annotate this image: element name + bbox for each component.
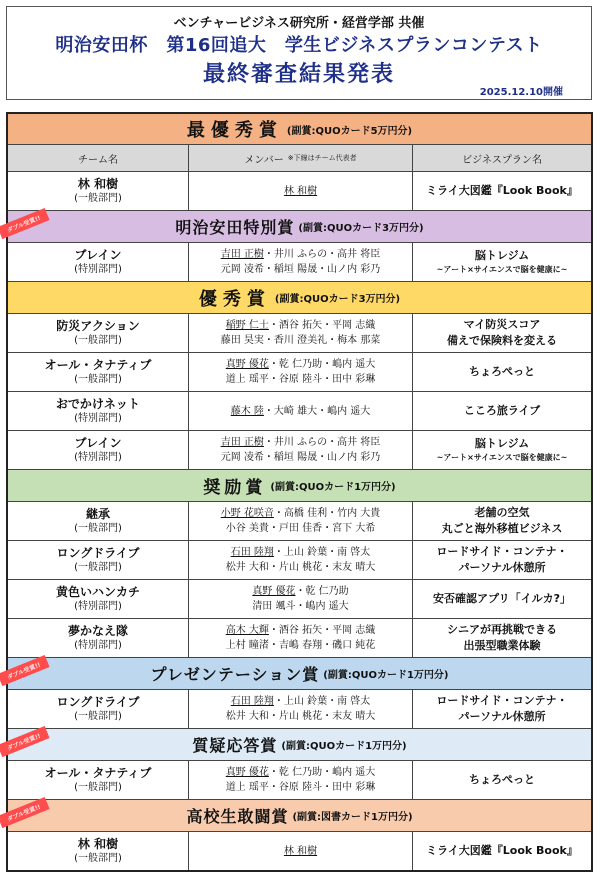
team-representative: 石田 陸翔 bbox=[230, 547, 274, 558]
table-row bbox=[8, 619, 591, 658]
table-row bbox=[8, 580, 591, 619]
team-representative: 林 和樹 bbox=[283, 845, 318, 857]
members-cell bbox=[189, 431, 413, 469]
team-representative: 石田 陸翔 bbox=[230, 696, 274, 707]
plan-subtitle: ~アート×サイエンスで脳を健康に~ bbox=[436, 265, 568, 274]
team-name: 継承 bbox=[85, 507, 110, 521]
plan-cell bbox=[413, 580, 591, 618]
plan-subtitle: パーソナル休憩所 bbox=[458, 561, 546, 574]
table-row bbox=[8, 314, 591, 353]
team-name: 防災アクション bbox=[56, 319, 140, 333]
plan-cell bbox=[413, 353, 591, 391]
team-division: (一般部門) bbox=[74, 193, 122, 204]
members-cell bbox=[189, 353, 413, 391]
award-name: 奨励賞 bbox=[203, 478, 267, 498]
plan-subtitle: 出張型職業体験 bbox=[463, 639, 541, 652]
plan-name: ミライ大図鑑『Look Book』 bbox=[426, 184, 578, 197]
members-line bbox=[226, 765, 376, 780]
double-award-ribbon: ダブル受賞!! bbox=[0, 726, 50, 757]
team-name: オール・タナティブ bbox=[44, 766, 152, 780]
award-prize: (副賞:図書カード1万円分) bbox=[292, 812, 413, 823]
plan-cell bbox=[413, 314, 591, 352]
award-heading bbox=[8, 282, 591, 314]
team-cell bbox=[8, 832, 189, 870]
members-line-2: 元岡 凌希・稲垣 陽晟・山ノ内 彩乃 bbox=[220, 264, 381, 275]
award-name: 高校生敢闘賞 bbox=[186, 807, 289, 826]
members-line bbox=[226, 623, 376, 638]
plan-cell bbox=[413, 541, 591, 579]
column-team-header: チーム名 bbox=[8, 145, 189, 171]
team-division: (一般部門) bbox=[74, 523, 122, 534]
plan-name: シニアが再挑戦できる bbox=[447, 623, 557, 636]
team-cell bbox=[8, 172, 189, 210]
members-line bbox=[221, 435, 381, 450]
members-rest: ・乾 仁乃助・嶋内 遥大 bbox=[268, 767, 376, 778]
plan-name: 脳トレジム bbox=[474, 437, 530, 450]
team-name: ブレイン bbox=[74, 436, 122, 450]
award-heading bbox=[8, 658, 591, 690]
members-line-2: 松井 大和・片山 桃花・末友 晴大 bbox=[225, 711, 376, 722]
event-header bbox=[6, 6, 592, 100]
members-cell bbox=[189, 314, 413, 352]
team-representative: 真野 優花 bbox=[252, 586, 296, 597]
members-line-2: 松井 大和・片山 桃花・末友 晴大 bbox=[225, 562, 376, 573]
members-line-2: 道上 瑶平・谷原 陸斗・田中 彩琳 bbox=[225, 782, 376, 793]
members-cell bbox=[189, 832, 413, 870]
team-name: オール・タナティブ bbox=[44, 358, 152, 372]
event-title: 明治安田杯 第16回追大 学生ビジネスプランコンテスト bbox=[55, 35, 543, 56]
plan-name: ミライ大図鑑『Look Book』 bbox=[426, 844, 578, 857]
members-rest: ・井川 ふらの・高井 将臣 bbox=[263, 249, 381, 260]
members-rest: ・酒谷 拓矢・平岡 志織 bbox=[268, 625, 376, 636]
team-representative: 稲野 仁士 bbox=[225, 320, 269, 331]
award-prize: (副賞:QUOカード1万円分) bbox=[270, 482, 396, 493]
plan-cell bbox=[413, 392, 591, 430]
plan-cell bbox=[413, 172, 591, 210]
members-line-2: 小谷 美貴・戸田 佳香・宮下 大希 bbox=[225, 523, 376, 534]
team-representative: 真野 優花 bbox=[225, 767, 269, 778]
members-line bbox=[226, 318, 376, 333]
plan-cell bbox=[413, 243, 591, 281]
plan-name: ちょろぺっと bbox=[469, 365, 535, 378]
team-representative: 藤木 陸 bbox=[230, 405, 264, 417]
team-division: (一般部門) bbox=[74, 782, 122, 793]
team-cell bbox=[8, 580, 189, 618]
team-name: 林 和樹 bbox=[77, 837, 119, 851]
table-row bbox=[8, 392, 591, 431]
plan-subtitle: 備えで保険料を変える bbox=[447, 334, 557, 347]
award-prize: (副賞:QUOカード3万円分) bbox=[298, 223, 424, 234]
award-heading bbox=[8, 729, 591, 761]
column-members-header bbox=[189, 145, 413, 171]
team-cell bbox=[8, 619, 189, 657]
members-label: メンバー bbox=[244, 154, 284, 166]
team-division: (一般部門) bbox=[74, 562, 122, 573]
members-cell bbox=[189, 761, 413, 799]
award-heading bbox=[8, 470, 591, 502]
members-cell bbox=[189, 580, 413, 618]
team-division: (一般部門) bbox=[74, 711, 122, 722]
members-cell bbox=[189, 619, 413, 657]
team-division: (特別部門) bbox=[74, 601, 122, 612]
members-cell bbox=[189, 172, 413, 210]
team-name: ブレイン bbox=[74, 248, 122, 262]
members-cell bbox=[189, 541, 413, 579]
plan-cell bbox=[413, 619, 591, 657]
team-cell bbox=[8, 541, 189, 579]
members-rest: ・乾 仁乃助・嶋内 遥大 bbox=[268, 359, 376, 370]
team-division: (特別部門) bbox=[74, 452, 122, 463]
members-line-2: 道上 瑶平・谷原 陸斗・田中 彩琳 bbox=[225, 374, 376, 385]
plan-subtitle: 丸ごと海外移植ビジネス bbox=[441, 522, 563, 535]
award-heading bbox=[8, 211, 591, 243]
plan-name: ちょろぺっと bbox=[469, 773, 535, 786]
plan-name: ロードサイド・コンテナ・ bbox=[436, 694, 568, 707]
team-representative: 林 和樹 bbox=[283, 185, 318, 197]
award-heading bbox=[8, 114, 591, 145]
table-row bbox=[8, 690, 591, 729]
members-rest: ・井川 ふらの・高井 将臣 bbox=[263, 437, 381, 448]
team-name: ロングドライブ bbox=[56, 546, 140, 560]
team-division: (特別部門) bbox=[74, 264, 122, 275]
team-division: (特別部門) bbox=[74, 640, 122, 651]
members-line bbox=[226, 357, 376, 372]
members-line-2: 上村 瞳渚・吉嶋 春翔・磯口 純花 bbox=[225, 640, 376, 651]
plan-cell bbox=[413, 832, 591, 870]
members-rest: ・上山 鈴葉・南 啓太 bbox=[273, 696, 371, 707]
plan-cell bbox=[413, 431, 591, 469]
award-prize: (副賞:QUOカード1万円分) bbox=[281, 741, 407, 752]
plan-name: 安否確認アプリ「イルカ?」 bbox=[433, 592, 571, 605]
double-award-ribbon: ダブル受賞!! bbox=[0, 208, 50, 239]
event-date: 2025.12.10開催 bbox=[479, 87, 563, 98]
team-representative: 小野 花咲音 bbox=[220, 508, 274, 519]
team-division: (一般部門) bbox=[74, 335, 122, 346]
plan-cell bbox=[413, 761, 591, 799]
table-row bbox=[8, 243, 591, 282]
members-cell bbox=[189, 243, 413, 281]
members-rest: ・上山 鈴葉・南 啓太 bbox=[273, 547, 371, 558]
members-rest: ・乾 仁乃助 bbox=[295, 586, 349, 597]
members-line bbox=[221, 247, 381, 262]
members-rest: ・酒谷 拓矢・平岡 志織 bbox=[268, 320, 376, 331]
plan-name: 老舗の空気 bbox=[474, 506, 530, 519]
award-name: 質疑応答賞 bbox=[192, 736, 278, 755]
members-line bbox=[284, 844, 317, 859]
team-division: (一般部門) bbox=[74, 853, 122, 864]
members-note: ※下線はチーム代表者 bbox=[287, 154, 357, 162]
team-division: (一般部門) bbox=[74, 374, 122, 385]
table-row bbox=[8, 172, 591, 211]
award-name: 最優秀賞 bbox=[186, 120, 283, 141]
plan-name: こころ旅ライブ bbox=[463, 404, 541, 417]
table-row bbox=[8, 502, 591, 541]
table-row bbox=[8, 353, 591, 392]
award-prize: (副賞:QUOカード1万円分) bbox=[323, 670, 449, 681]
plan-cell bbox=[413, 690, 591, 728]
double-award-ribbon: ダブル受賞!! bbox=[0, 797, 50, 828]
members-line bbox=[231, 545, 371, 560]
members-rest: ・大崎 雄大・嶋内 遥大 bbox=[263, 405, 371, 417]
team-name: ロングドライブ bbox=[56, 695, 140, 709]
plan-name: 脳トレジム bbox=[474, 249, 530, 262]
table-row bbox=[8, 832, 591, 870]
table-row bbox=[8, 431, 591, 470]
team-cell bbox=[8, 690, 189, 728]
team-cell bbox=[8, 502, 189, 540]
award-name: 優秀賞 bbox=[198, 288, 271, 310]
award-name: 明治安田特別賞 bbox=[175, 218, 295, 237]
team-cell bbox=[8, 314, 189, 352]
team-cell bbox=[8, 392, 189, 430]
column-header-row bbox=[8, 145, 591, 172]
members-cell bbox=[189, 502, 413, 540]
team-name: 黄色いハンカチ bbox=[55, 585, 140, 599]
event-subtitle: 最終審査結果発表 bbox=[202, 62, 395, 87]
team-representative: 吉田 正樹 bbox=[220, 437, 264, 448]
team-representative: 吉田 正樹 bbox=[220, 249, 264, 260]
award-name: プレゼンテーション賞 bbox=[150, 665, 320, 684]
team-representative: 高木 大輝 bbox=[225, 625, 269, 636]
members-cell bbox=[189, 392, 413, 430]
organizer-text: ベンチャービジネス研究所・経営学部 共催 bbox=[173, 16, 425, 31]
award-heading bbox=[8, 800, 591, 832]
members-line bbox=[284, 184, 317, 199]
team-name: 夢かなえ隊 bbox=[67, 624, 128, 638]
members-line-2: 元岡 凌希・稲垣 陽晟・山ノ内 彩乃 bbox=[220, 452, 381, 463]
team-division: (特別部門) bbox=[74, 413, 122, 424]
column-plan-header: ビジネスプラン名 bbox=[462, 154, 542, 166]
plan-name: マイ防災スコア bbox=[463, 318, 541, 331]
members-cell bbox=[189, 690, 413, 728]
members-line bbox=[221, 506, 381, 521]
members-line bbox=[231, 404, 371, 419]
table-row bbox=[8, 541, 591, 580]
plan-cell bbox=[413, 502, 591, 540]
team-cell bbox=[8, 431, 189, 469]
plan-subtitle: パーソナル休憩所 bbox=[458, 710, 546, 723]
team-name: 林 和樹 bbox=[77, 177, 119, 191]
team-cell bbox=[8, 761, 189, 799]
team-cell bbox=[8, 353, 189, 391]
award-prize: (副賞:QUOカード5万円分) bbox=[286, 125, 413, 137]
team-name: おでかけネット bbox=[56, 397, 140, 411]
plan-name: ロードサイド・コンテナ・ bbox=[436, 545, 568, 558]
members-rest: ・高橋 佳利・竹内 大貴 bbox=[273, 508, 381, 519]
table-row bbox=[8, 761, 591, 800]
members-line bbox=[252, 584, 348, 599]
members-line bbox=[231, 694, 371, 709]
members-line-2: 清田 颯斗・嶋内 遥大 bbox=[252, 601, 349, 612]
members-line-2: 藤田 昊実・香川 澄美礼・梅本 那菜 bbox=[220, 335, 381, 346]
team-cell bbox=[8, 243, 189, 281]
award-prize: (副賞:QUOカード3万円分) bbox=[274, 294, 401, 305]
team-representative: 真野 優花 bbox=[225, 359, 269, 370]
plan-subtitle: ~アート×サイエンスで脳を健康に~ bbox=[436, 453, 568, 462]
double-award-ribbon: ダブル受賞!! bbox=[0, 655, 50, 686]
results-table bbox=[6, 112, 593, 872]
